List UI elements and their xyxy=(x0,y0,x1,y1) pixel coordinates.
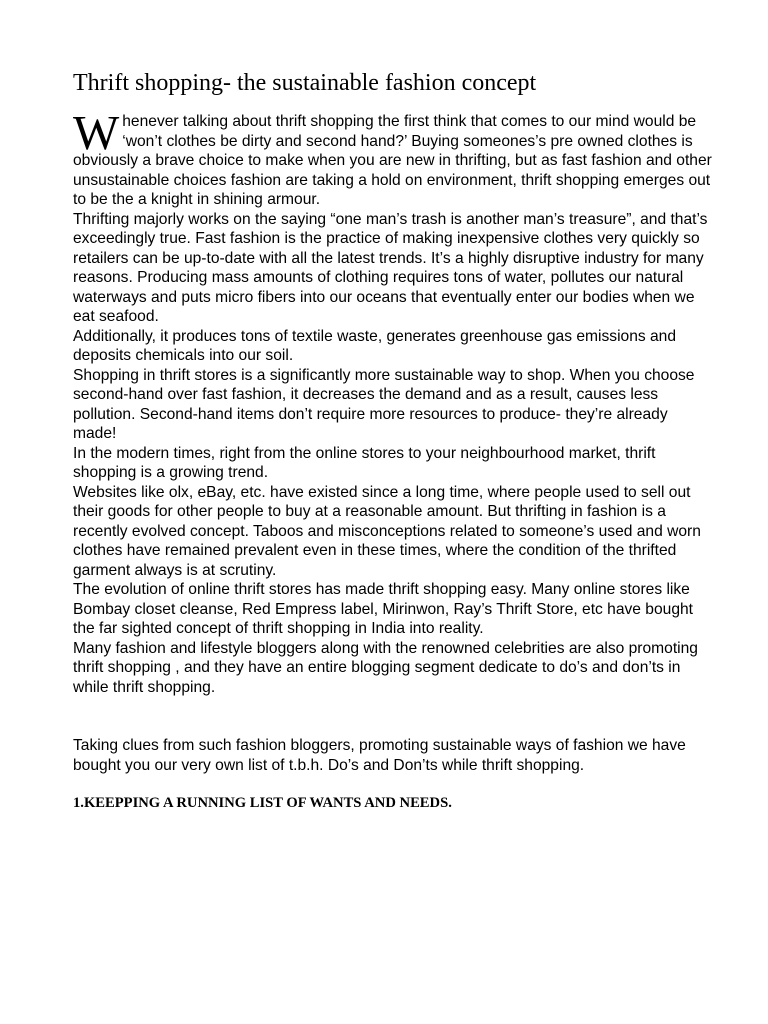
document-title: Thrift shopping- the sustainable fashion concept xyxy=(73,70,537,96)
list-heading: 1.KEEPPING A RUNNING LIST OF WANTS AND NEEDS. xyxy=(73,795,452,811)
paragraph-trash-treasure: Thrifting majorly works on the saying “one man’s trash is another man’s treasure”, and that’s exceedingly true. Fast fashion is the practice of making inexpensive clothes very quickly so retailers can be up-to-date with all the latest trends. It’s a highly disruptive industry for many reasons. Producing mass amounts of clothing requires tons of water, pollutes our natural waterways and puts micro fibers into our oceans that eventually enter our bodies when we eat seafood. xyxy=(73,210,708,325)
intro-paragraph xyxy=(73,105,712,210)
document-body xyxy=(73,105,712,775)
paragraph-textile-waste: Additionally, it produces tons of textile waste, generates greenhouse gas emissions and deposits chemicals into our soil. xyxy=(73,327,677,364)
paragraph-online-thrift-stores: The evolution of online thrift stores has made thrift shopping easy. Many online stores like Bombay closet cleanse, Red Empress label, Mirinwon, Ray’s Thrift Store, etc have bought the far sighted concept of thrift shopping in India into reality. xyxy=(73,581,694,637)
paragraph-bloggers: Many fashion and lifestyle bloggers along with the renowned celebrities are also promoting thrift shopping , and they have an entire blogging segment dedicate to do’s and don’ts in while thrift shopping. xyxy=(73,639,698,696)
paragraph-websites: Websites like olx, eBay, etc. have existed since a long time, where people used to sell out their goods for other people to buy at a reasonable amount. But thrifting in fashion is a recently evolved concept. Taboos and misconceptions related to someone’s used and worn clothes have remained prevalent even in these times, where the condition of the thrifted garment always is at scrutiny. xyxy=(73,483,701,579)
paragraph-sustainable-shopping: Shopping in thrift stores is a significantly more sustainable way to shop. When you choose second-hand over fast fashion, it decreases the demand and as a result, causes less pollution. Second-hand items don’t require more resources to produce- they’re already made! xyxy=(73,366,695,442)
paragraph-spacer xyxy=(73,697,712,736)
paragraph-modern-times: In the modern times, right from the online stores to your neighbourhood market, thrift shopping is a growing trend. xyxy=(73,444,656,481)
drop-cap-letter: W xyxy=(73,105,120,160)
intro-paragraph-text: henever talking about thrift shopping the first think that comes to our mind would be ‘won’t clothes be dirty and second hand?’ Buying someones’s pre owned clothes is obviously a brave choice to make when you are new in thrifting, but as fast fashion and other unsustainable choices fashion are taking a hold on environment, thrift shopping emerges out to be the a knight in shining armour. xyxy=(73,113,712,208)
paragraph-closing: Taking clues from such fashion bloggers, promoting sustainable ways of fashion we have bought you our very own list of t.b.h. Do’s and Don’ts while thrift shopping. xyxy=(73,737,686,774)
